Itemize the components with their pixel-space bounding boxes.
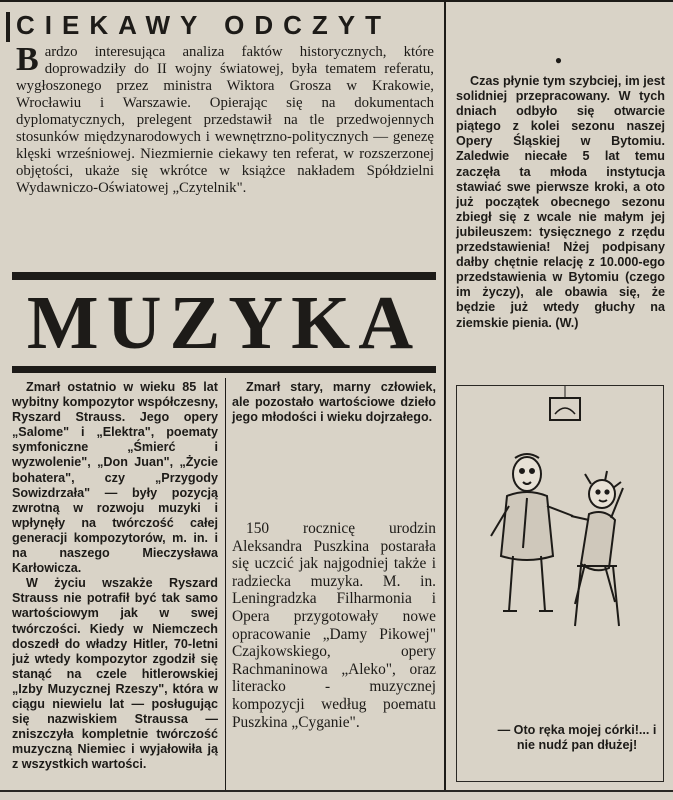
bytom-signature: (W.) bbox=[555, 315, 579, 330]
cartoon-illustration bbox=[457, 386, 663, 781]
column-divider-right bbox=[444, 0, 446, 790]
strauss-paragraph-1: Zmarł ostatnio w wieku 85 lat wybitny kompozytor współczesny, Ryszard Strauss. Jego opery „Salome" i „Elektra", poematy symfoniczne „Śmierć i wyzwolenie", „Don Juan", „Życie bohatera", czy „Przygody Sowizdrzała" — były pozycją zwrotną w rozwoju muzyki i wpłynęły na twórczość całej generacji kompozytorów, m. in. i na naszego Mieczysława Karłowicza. bbox=[12, 380, 218, 576]
pushkin-article bbox=[232, 520, 436, 782]
cartoon-frame bbox=[456, 385, 664, 782]
strauss-article-left bbox=[12, 380, 218, 782]
section-rule-bottom bbox=[12, 366, 436, 373]
cartoon-caption: — Oto ręka mojej córki!... i nie nudź pan dłużej! bbox=[497, 723, 657, 753]
section-rule-top bbox=[12, 272, 436, 280]
bytom-body: Czas płynie tym szybciej, im jest solidniej przepracowany. W tych dniach odbyło się otwarcie piątego z kolei sezonu naszej Opery Śląskiej w Bytomiu. Zaledwie niecałe 5 lat temu zaczęła ta młoda instytucja stawiać swe pierwsze kroki, a oto już początek obecnego sezonu zbiegł się z wcale nie małym jej jubileuszem: tysięcznego z rzędu przedstawienia! Nżej podpisany dałby chętnie relację z 10.000-ego przedstawienia w Bytomiu (czego im życzy), ale obawia się, że będzie już wtedy głuchy na ziemskie pienia. bbox=[456, 74, 665, 330]
lecture-text: ardzo interesująca analiza faktów historycznych, które doprowadziły do II wojny światowej, była tematem referatu, wygłoszonego przez ministra Wiktora Grosza w Krakowie, Wrocławiu i Warszawie. Opierając się na dokumentach dyplomatycznych, prelegent przedstawił na tle przedwojennych stosunków międzynarodowych i wewnętrzno-politycznych — genezę klęski wrześniowej. Niezmiernie ciekawy ten referat, w rozszerzonej objętości, ukaże się wkrótce w książce nakładem Spółdzielni Wydawniczo-Oświatowej „Czytelnik". bbox=[16, 44, 434, 196]
lecture-article bbox=[16, 41, 434, 197]
strauss-paragraph-3: Zmarł stary, marny człowiek, ale pozostało wartościowe dzieło jego młodości i wieku dojrzałego. bbox=[232, 380, 436, 425]
lecture-drop-cap: B bbox=[16, 41, 39, 78]
wall-picture-icon bbox=[550, 398, 580, 420]
bottom-rule bbox=[0, 790, 673, 792]
section-title: MUZYKA bbox=[26, 281, 422, 365]
top-rule bbox=[0, 0, 673, 2]
strauss-paragraph-2: W życiu wszakże Ryszard Strauss nie potrafił być tak samo wartościowym jak w swej twórczości. Kiedy w Niemczech doszedł do władzy Hitler, 70-letni już wtedy kompozytor zgodził się stanąć na czele hitlerowskiej „Izby Muzycznej Rzeszy", która w ciągu niewielu lat — posługując się nazwiskiem Straussa — zniszczyła kompletnie twórczość muzyczną Niemiec i wyjałowiła ją z wszystkich wartości. bbox=[12, 576, 218, 772]
pushkin-text: 150 rocznicę urodzin Aleksandra Puszkina postarała się uczcić jak najgodniej także i radziecka muzyka. M. in. Leningradzka Filharmonia i Opera przygotowały nowe opracowanie „Damy Pikowej" Czajkowskiego, opery Rachmaninowa „Aleko", oraz literacko - muzycznej kompozycji według poematu Puszkina „Cyganie". bbox=[232, 520, 436, 731]
lecture-heading-bar bbox=[6, 12, 10, 42]
father-figure-icon bbox=[491, 454, 573, 611]
bytom-text bbox=[456, 74, 665, 331]
column-divider-left bbox=[225, 378, 226, 790]
bytom-article bbox=[456, 74, 665, 331]
strauss-article-right bbox=[232, 380, 436, 425]
bytom-bullet: ● bbox=[554, 53, 563, 67]
lecture-heading: CIEKAWY ODCZYT bbox=[16, 10, 391, 40]
